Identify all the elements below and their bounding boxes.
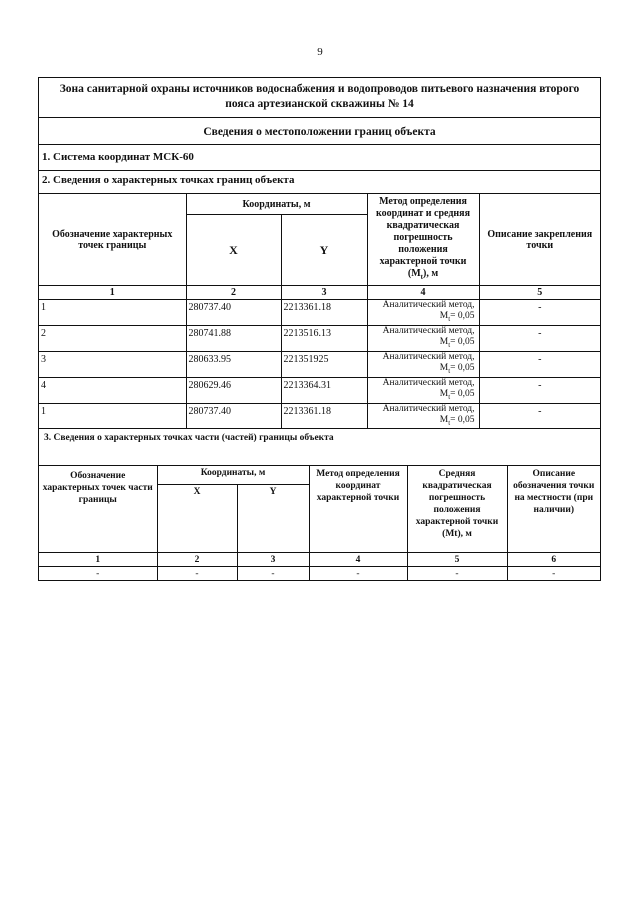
header-y: Y [281, 215, 367, 286]
method-cell [367, 300, 479, 326]
mt-symbol: M [439, 311, 449, 321]
method-text: Аналитический метод, [382, 403, 475, 414]
header-x: X [157, 485, 237, 553]
table-row [39, 351, 600, 377]
header-method-unit: ), м [423, 268, 439, 279]
header-description: Описание закрепления точки [479, 194, 600, 286]
table-row [39, 325, 600, 351]
section-coordinate-system: 1. Система координат МСК-60 [39, 145, 600, 171]
method-text: Аналитический метод, [382, 300, 475, 310]
document-subtitle: Сведения о местоположении границ объекта [39, 118, 600, 145]
error-cell: - [407, 567, 507, 581]
method-text: Аналитический метод, [382, 351, 475, 362]
point-cell: 1 [39, 300, 186, 326]
table-row [39, 377, 600, 403]
document-title: Зона санитарной охраны источников водоснабжения и водопроводов питьевого назначения второго пояса артезианской скважины № 14 [39, 78, 600, 118]
mt-subscript: t [448, 340, 451, 349]
description-cell: - [479, 300, 600, 326]
header-coordinates: Координаты, м [186, 194, 367, 215]
column-number: 1 [39, 553, 157, 567]
column-numbers-row [39, 286, 600, 300]
column-numbers-row [39, 553, 600, 567]
mt-subscript: t [448, 366, 451, 375]
x-cell: - [157, 567, 237, 581]
header-method [367, 194, 479, 286]
description-cell: - [479, 325, 600, 351]
mt-subscript: t [448, 314, 451, 323]
mt-value: = 0,05 [450, 311, 475, 321]
part-boundary-points-table [39, 465, 600, 581]
column-number: 3 [237, 553, 309, 567]
column-number: 3 [281, 286, 367, 300]
mt-value: = 0,05 [450, 388, 475, 399]
header-error: Средняя квадратическая погрешность положения характерной точки (Mt), м [407, 466, 507, 553]
x-cell: 280629.46 [186, 377, 281, 403]
point-cell: 4 [39, 377, 186, 403]
section-part-boundary-points: 3. Сведения о характерных точках части (частей) границы объекта [44, 433, 334, 444]
header-coordinates: Координаты, м [157, 466, 309, 485]
header-description: Описание обозначения точки на местности (при наличии) [507, 466, 600, 553]
header-point-designation: Обозначение характерных точек границы [39, 194, 186, 286]
method-cell [367, 403, 479, 429]
point-cell: 2 [39, 325, 186, 351]
mt-symbol: M [439, 336, 449, 347]
mt-symbol: M [439, 414, 449, 425]
y-cell: 2213361.18 [281, 403, 367, 429]
table-row [39, 403, 600, 429]
method-cell [367, 351, 479, 377]
method-cell: - [309, 567, 407, 581]
x-cell: 280633.95 [186, 351, 281, 377]
y-cell: 2213364.31 [281, 377, 367, 403]
point-cell: 3 [39, 351, 186, 377]
y-cell: 2213361.18 [281, 300, 367, 326]
header-x: X [186, 215, 281, 286]
mt-subscript: t [448, 392, 451, 401]
column-number: 4 [367, 286, 479, 300]
column-number: 1 [39, 286, 186, 300]
mt-value: = 0,05 [450, 414, 475, 425]
column-number: 2 [157, 553, 237, 567]
y-cell: - [237, 567, 309, 581]
description-cell: - [479, 351, 600, 377]
header-point-designation: Обозначение характерных точек части границы [39, 466, 157, 553]
column-number: 5 [407, 553, 507, 567]
header-y: Y [237, 485, 309, 553]
description-cell: - [479, 377, 600, 403]
header-method-subscript: t [420, 273, 423, 281]
column-number: 5 [479, 286, 600, 300]
table-row [39, 567, 600, 581]
description-cell: - [507, 567, 600, 581]
mt-subscript: t [448, 418, 451, 427]
y-cell: 2213516.13 [281, 325, 367, 351]
x-cell: 280737.40 [186, 300, 281, 326]
mt-value: = 0,05 [450, 362, 475, 373]
section-boundary-points: 2. Сведения о характерных точках границ объекта [39, 171, 600, 194]
column-number: 2 [186, 286, 281, 300]
mt-symbol: M [439, 362, 449, 373]
point-cell: - [39, 567, 157, 581]
method-text: Аналитический метод, [382, 325, 475, 336]
page-number: 9 [317, 46, 323, 58]
method-text: Аналитический метод, [382, 377, 475, 388]
column-number: 6 [507, 553, 600, 567]
header-method: Метод определения координат характерной точки [309, 466, 407, 553]
mt-value: = 0,05 [450, 336, 475, 347]
boundary-points-table [39, 194, 600, 429]
x-cell: 280737.40 [186, 403, 281, 429]
method-cell [367, 325, 479, 351]
document-frame [38, 77, 601, 581]
point-cell: 1 [39, 403, 186, 429]
header-method-text: Метод определения координат и средняя квадратическая погрешность положения характерной точки (M [376, 196, 471, 279]
mt-symbol: M [439, 388, 449, 399]
method-cell [367, 377, 479, 403]
table-row [39, 300, 600, 326]
column-number: 4 [309, 553, 407, 567]
x-cell: 280741.88 [186, 325, 281, 351]
y-cell: 221351925 [281, 351, 367, 377]
description-cell: - [479, 403, 600, 429]
